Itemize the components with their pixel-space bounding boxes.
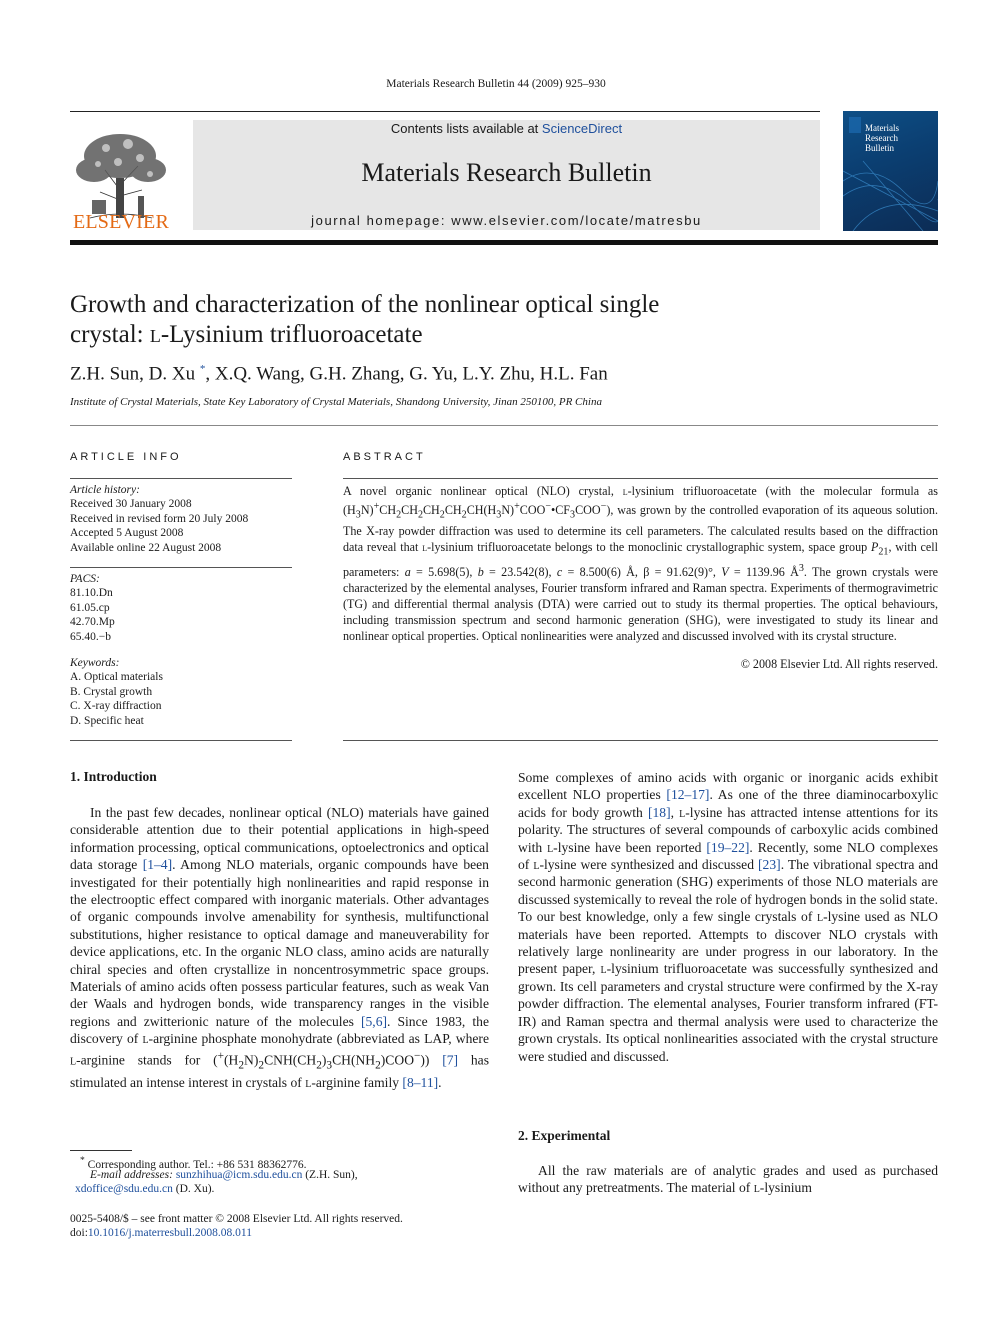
history-accepted: Accepted 5 August 2008 <box>70 527 184 540</box>
pacs-list <box>70 572 292 644</box>
keyword-item: D. Specific heat <box>70 714 144 727</box>
title-line-2-prefix: crystal: <box>70 321 150 348</box>
authors-rest: , X.Q. Wang, G.H. Zhang, G. Yu, L.Y. Zhu, H.L. Fan <box>205 363 608 385</box>
article-info-bottom-rule <box>70 740 292 741</box>
journal-citation: Materials Research Bulletin 44 (2009) 925–930 <box>386 78 606 90</box>
experimental-heading: 2. Experimental <box>518 1128 611 1143</box>
author-list <box>70 363 608 385</box>
cover-title-line-1: Materials <box>865 123 899 133</box>
abstract-copyright: © 2008 Elsevier Ltd. All rights reserved. <box>740 657 938 671</box>
email-footnote: E-mail addresses: sunzhihua@icm.sdu.edu.cn (Z.H. Sun), <box>90 1169 358 1181</box>
citation-link[interactable]: [8–11] <box>402 1075 439 1091</box>
contents-prefix: Contents lists available at <box>390 121 542 136</box>
keyword-item: B. Crystal growth <box>70 685 153 698</box>
article-info-rule <box>70 478 292 479</box>
front-matter-line: 0025-5408/$ – see front matter © 2008 Elsevier Ltd. All rights reserved. <box>70 1213 403 1225</box>
email-link[interactable]: xdoffice@sdu.edu.cn <box>75 1183 173 1195</box>
journal-title: Materials Research Bulletin <box>361 158 652 187</box>
pacs-rule <box>70 567 292 568</box>
pacs-item: 61.05.cp <box>70 601 110 614</box>
doi-link[interactable]: 10.1016/j.materresbull.2008.08.011 <box>87 1227 252 1239</box>
article-info-heading: ARTICLE INFO <box>70 451 182 463</box>
contents-available-line <box>193 121 820 136</box>
pacs-item: 81.10.Dn <box>70 587 113 600</box>
introduction-paragraph-2: Some complexes of amino acids with organic or inorganic acids exhibit excellent NLO properties [12–17]. As one of the three diaminocarboxylic acids for body growth [18], l-lysine has attracted intense attentions for its polarity. The structures of several compounds of carboxylic acids combined with l-lysine have been reported [19–22]. Recently, some NLO complexes of l-lysine were synthesized and discussed [23]. The vibrational spectra and second harmonic generation (SHG) experiments of those NLO materials are discussed systemically to reveal the role of hydrogen bonds in the solid state. To our best knowledge, only a few single crystals of l-lysine used as NLO materials have been reported. Attempts to discover NLO crystals with relatively large nonlinearity are under progress in our laboratory. In the present paper, l-lysinium trifluoroacetate was successfully synthesized and grown. Its cell parameters and crystal structure were confirmed by the X-ray powder diffraction. The elemental analyses, Fourier transform infrared (FT-IR) and Raman spectra and thermal analysis were used to characterize the grown crystals. Its optical nonlinearities associated with the crystal structure were studied and discussed. <box>518 770 938 1064</box>
history-received: Received 30 January 2008 <box>70 498 192 511</box>
corresponding-author-marker[interactable]: * <box>199 363 206 375</box>
article-history <box>70 483 292 555</box>
header-rule <box>70 111 820 112</box>
title-line-2-rest: -Lysinium trifluoroacetate <box>160 321 423 348</box>
footnote-rule <box>70 1150 132 1151</box>
email-footnote-2: xdoffice@sdu.edu.cn (D. Xu). <box>75 1183 215 1195</box>
cover-title-line-3: Bulletin <box>865 143 894 153</box>
citation-link[interactable]: [23] <box>758 857 781 873</box>
history-label: Article history: <box>70 484 140 496</box>
abstract-heading: ABSTRACT <box>343 451 426 463</box>
citation-link[interactable]: [5,6] <box>360 1013 388 1029</box>
citation-link[interactable]: [12–17] <box>666 787 710 803</box>
journal-cover-image <box>843 111 938 231</box>
keyword-item: A. Optical materials <box>70 671 163 684</box>
title-l-prefix: l <box>149 321 161 348</box>
affiliation: Institute of Crystal Materials, State Key Laboratory of Crystal Materials, Shandong University, Jinan 250100, PR China <box>70 396 602 408</box>
cover-title-line-2: Research <box>865 133 898 143</box>
introduction-paragraph-1: In the past few decades, nonlinear optical (NLO) materials have gained considerable attention due to their potential applications in high-speed information processing, optical communications, optoelectronics and optical data storage [1–4]. Among NLO materials, organic compounds have been investigated for their potentially high nonlinearities and rapid response in the electrooptic effect compared with inorganic materials. Other advantages of organic compounds involve amenability for synthesis, multifunctional substitutions, higher resistance to optical damage and maneuverability for device applications, etc. In the organic NLO class, amino acids are naturally chiral species and often crystallize in noncentrosymmetric space groups. Materials of amino acids often possess particular features, such as weak Van der Waals and hydrogen bonds, wide transparency ranges in the visible regions and zwitterionic nature of the molecules [5,6]. Since 1983, the discovery of l-arginine phosphate monohydrate (abbreviated as LAP, where l-arginine stands for $(^+(H_2N)_2CNH(CH_2)_3CH(NH_2)COO^-)$) [7] has stimulated an intense interest in crystals of l-arginine family [8–11]. <box>70 805 489 1091</box>
title-rule <box>70 425 938 426</box>
keyword-item: C. X-ray diffraction <box>70 700 162 713</box>
journal-homepage[interactable]: journal homepage: www.elsevier.com/locate/matresbu <box>311 213 702 228</box>
corresponding-author-footnote: * Corresponding author. Tel.: +86 531 88362776. <box>80 1155 307 1171</box>
email-link[interactable]: sunzhihua@icm.sdu.edu.cn <box>175 1169 303 1181</box>
abstract-body: A novel organic nonlinear optical (NLO) crystal, l-lysinium trifluoroacetate (with the molecular formula as $(H_3N)^+CH_2CH_2CH_2CH_2CH(H_3N)^+COO^-•CF_3COO^-$), was grown by the controlled evaporation of its aqueous solution. The X-ray powder diffraction was used to determine its cell parameters. The calculated results based on the diffraction data reveal that l-lysinium trifluoroacetate belongs to the monoclinic crystallographic system, space group $P_{21}$, with cell parameters: a = 5.698(5), b = 23.542(8), c = 8.500(6) Å, β = 91.62(9)°, V = 1139.96 $Å^3$. The grown crystals were characterized by the elemental analyses, Fourier transform infrared and Raman spectra. Experiments of thermogravimetric (TG) and differential thermal analysis (DTA) were carried out to study its thermal properties. The optical behaviours, including transmission spectrum and second harmonic generation (SHG), were investigated to study its linear and nonlinear optical properties. Optical nonlinearities were analyzed and discussed involved with its crystal structure. <box>343 484 939 643</box>
abstract-bottom-rule <box>343 740 938 741</box>
introduction-heading: 1. Introduction <box>70 769 157 784</box>
title-line-1: Growth and characterization of the nonlinear optical single <box>70 291 660 318</box>
doi-line: doi:10.1016/j.materresbull.2008.08.011 <box>70 1227 252 1239</box>
citation-link[interactable]: [19–22] <box>706 839 750 855</box>
authors-first: Z.H. Sun, D. Xu <box>70 363 196 385</box>
abstract-rule <box>343 478 938 479</box>
sciencedirect-link[interactable]: ScienceDirect <box>541 121 623 136</box>
keywords-label: Keywords: <box>70 657 120 669</box>
keywords-list <box>70 656 292 728</box>
citation-link[interactable]: [18] <box>647 804 671 820</box>
pacs-label: PACS: <box>70 573 100 585</box>
pacs-item: 65.40.−b <box>70 630 111 643</box>
elsevier-wordmark: ELSEVIER <box>72 211 170 233</box>
history-revised: Received in revised form 20 July 2008 <box>70 512 249 525</box>
article-title <box>70 290 830 350</box>
pacs-item: 42.70.Mp <box>70 616 115 629</box>
header-thick-rule <box>70 240 938 245</box>
experimental-paragraph: All the raw materials are of analytic grades and used as purchased without any pretreatments. The material of l-lysinium <box>518 1163 938 1196</box>
citation-link[interactable]: [7] <box>442 1052 459 1068</box>
history-online: Available online 22 August 2008 <box>70 541 222 554</box>
citation-link[interactable]: [1–4] <box>142 857 173 873</box>
